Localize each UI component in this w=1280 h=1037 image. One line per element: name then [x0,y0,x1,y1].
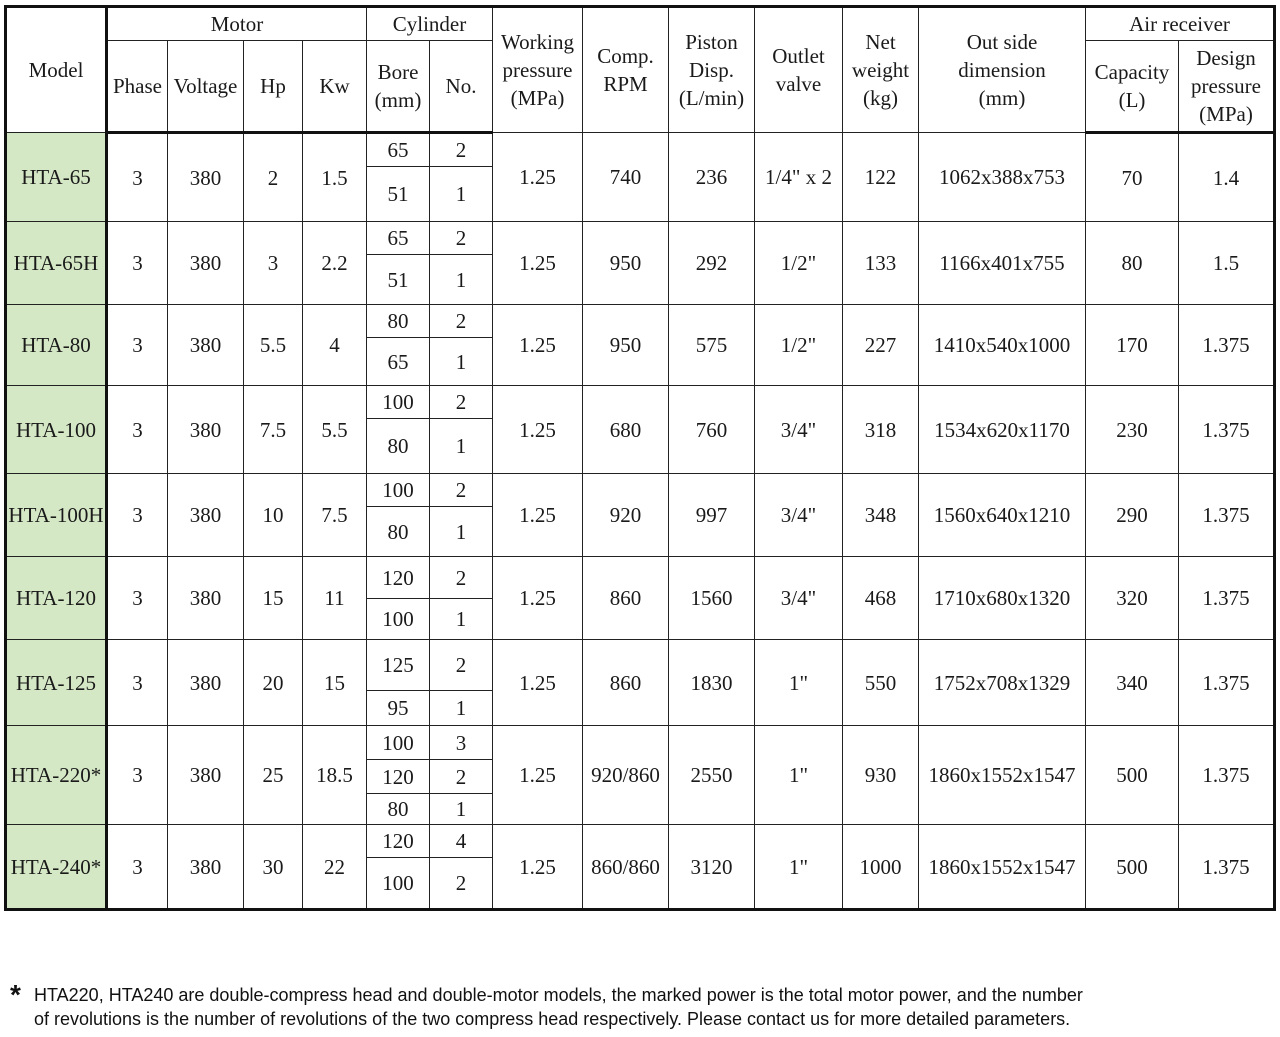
phase-cell: 3 [107,825,168,910]
kw-cell: 2.2 [303,222,367,305]
cylinder-no-cell: 2 [430,858,493,910]
net-weight-cell: 1000 [843,825,919,910]
cylinder-no-cell: 2 [430,557,493,599]
bore-cell: 95 [367,691,430,726]
outlet-valve-cell: 1/2" [755,305,843,386]
table-row [6,726,1275,760]
working-pressure-cell: 1.25 [493,305,583,386]
kw-cell: 4 [303,305,367,386]
model-cell: HTA-100 [6,386,107,474]
dimension-cell: 1410x540x1000 [919,305,1086,386]
bore-cell: 80 [367,305,430,338]
design-pressure-cell: 1.375 [1179,386,1275,474]
phase-cell: 3 [107,726,168,825]
comp-rpm-cell: 860 [583,640,669,726]
comp-rpm-cell: 950 [583,305,669,386]
comp-rpm-header: Comp. RPM [583,7,669,133]
table-row [6,557,1275,599]
working-pressure-cell: 1.25 [493,133,583,222]
design-pressure-cell: 1.375 [1179,640,1275,726]
capacity-cell: 230 [1086,386,1179,474]
piston-disp-header: Piston Disp. (L/min) [669,7,755,133]
capacity-cell: 320 [1086,557,1179,640]
cylinder-no-cell: 1 [430,255,493,305]
working-pressure-cell: 1.25 [493,640,583,726]
dimension-cell: 1860x1552x1547 [919,726,1086,825]
footnote [10,979,1272,1031]
net-weight-cell: 122 [843,133,919,222]
outlet-valve-cell: 1/2" [755,222,843,305]
no-header: No. [430,41,493,133]
model-cell: HTA-100H [6,474,107,557]
model-cell: HTA-120 [6,557,107,640]
dimension-cell: 1166x401x755 [919,222,1086,305]
hp-cell: 5.5 [244,305,303,386]
hp-cell: 3 [244,222,303,305]
capacity-cell: 290 [1086,474,1179,557]
table-body [6,133,1275,910]
cylinder-no-cell: 4 [430,825,493,858]
cylinder-no-cell: 3 [430,726,493,760]
working-pressure-cell: 1.25 [493,726,583,825]
piston-disp-cell: 997 [669,474,755,557]
voltage-cell: 380 [168,726,244,825]
air-receiver-header: Air receiver [1086,7,1275,41]
piston-disp-cell: 3120 [669,825,755,910]
working-pressure-cell: 1.25 [493,474,583,557]
bore-cell: 51 [367,255,430,305]
outlet-valve-cell: 1" [755,726,843,825]
net-weight-header: Net weight (kg) [843,7,919,133]
cylinder-no-cell: 1 [430,599,493,640]
working-pressure-cell: 1.25 [493,222,583,305]
hp-cell: 20 [244,640,303,726]
comp-rpm-cell: 680 [583,386,669,474]
cylinder-no-cell: 1 [430,338,493,386]
bore-header: Bore (mm) [367,41,430,133]
net-weight-cell: 930 [843,726,919,825]
phase-cell: 3 [107,557,168,640]
capacity-cell: 70 [1086,133,1179,222]
dimension-cell: 1560x640x1210 [919,474,1086,557]
kw-cell: 5.5 [303,386,367,474]
cylinder-no-cell: 2 [430,386,493,419]
capacity-cell: 170 [1086,305,1179,386]
voltage-cell: 380 [168,557,244,640]
cylinder-no-cell: 2 [430,474,493,507]
bore-cell: 65 [367,133,430,167]
piston-disp-cell: 236 [669,133,755,222]
capacity-cell: 500 [1086,825,1179,910]
cylinder-no-cell: 1 [430,794,493,825]
piston-disp-cell: 760 [669,386,755,474]
design-pressure-cell: 1.375 [1179,305,1275,386]
bore-cell: 100 [367,726,430,760]
bore-cell: 80 [367,794,430,825]
net-weight-cell: 550 [843,640,919,726]
piston-disp-cell: 292 [669,222,755,305]
working-pressure-header: Working pressure (MPa) [493,7,583,133]
motor-header: Motor [107,7,367,41]
kw-cell: 18.5 [303,726,367,825]
cylinder-no-cell: 2 [430,760,493,794]
hp-cell: 30 [244,825,303,910]
bore-cell: 100 [367,474,430,507]
kw-cell: 11 [303,557,367,640]
dimension-cell: 1062x388x753 [919,133,1086,222]
design-pressure-cell: 1.375 [1179,825,1275,910]
kw-cell: 1.5 [303,133,367,222]
cylinder-no-cell: 2 [430,133,493,167]
comp-rpm-cell: 920 [583,474,669,557]
comp-rpm-cell: 920/860 [583,726,669,825]
outlet-valve-cell: 3/4" [755,557,843,640]
hp-header: Hp [244,41,303,133]
kw-header: Kw [303,41,367,133]
hp-cell: 10 [244,474,303,557]
kw-cell: 7.5 [303,474,367,557]
design-pressure-cell: 1.5 [1179,222,1275,305]
model-cell: HTA-65 [6,133,107,222]
phase-cell: 3 [107,474,168,557]
header-row-top [6,7,1275,41]
cylinder-no-cell: 2 [430,640,493,691]
phase-cell: 3 [107,640,168,726]
capacity-cell: 500 [1086,726,1179,825]
model-header: Model [6,7,107,133]
spec-table [4,5,1276,911]
voltage-header: Voltage [168,41,244,133]
cylinder-no-cell: 2 [430,222,493,255]
cylinder-no-cell: 1 [430,419,493,474]
comp-rpm-cell: 860 [583,557,669,640]
net-weight-cell: 318 [843,386,919,474]
phase-cell: 3 [107,386,168,474]
voltage-cell: 380 [168,305,244,386]
net-weight-cell: 348 [843,474,919,557]
phase-cell: 3 [107,222,168,305]
table-row [6,474,1275,507]
outlet-valve-cell: 1" [755,640,843,726]
voltage-cell: 380 [168,222,244,305]
model-cell: HTA-65H [6,222,107,305]
phase-header: Phase [107,41,168,133]
working-pressure-cell: 1.25 [493,825,583,910]
model-cell: HTA-125 [6,640,107,726]
bore-cell: 100 [367,386,430,419]
comp-rpm-cell: 740 [583,133,669,222]
outlet-valve-header: Outlet valve [755,7,843,133]
table-row [6,222,1275,255]
working-pressure-cell: 1.25 [493,386,583,474]
dimension-cell: 1534x620x1170 [919,386,1086,474]
bore-cell: 125 [367,640,430,691]
dimension-cell: 1710x680x1320 [919,557,1086,640]
hp-cell: 7.5 [244,386,303,474]
dimension-cell: 1752x708x1329 [919,640,1086,726]
bore-cell: 80 [367,419,430,474]
outlet-valve-cell: 1/4" x 2 [755,133,843,222]
table-row [6,386,1275,419]
phase-cell: 3 [107,133,168,222]
hp-cell: 25 [244,726,303,825]
capacity-header: Capacity (L) [1086,41,1179,133]
bore-cell: 120 [367,760,430,794]
capacity-cell: 340 [1086,640,1179,726]
voltage-cell: 380 [168,386,244,474]
design-pressure-cell: 1.375 [1179,474,1275,557]
design-pressure-cell: 1.375 [1179,557,1275,640]
cylinder-no-cell: 1 [430,691,493,726]
piston-disp-cell: 575 [669,305,755,386]
net-weight-cell: 133 [843,222,919,305]
kw-cell: 22 [303,825,367,910]
asterisk-icon: * [10,979,21,1010]
model-cell: HTA-220* [6,726,107,825]
comp-rpm-cell: 860/860 [583,825,669,910]
net-weight-cell: 468 [843,557,919,640]
bore-cell: 120 [367,825,430,858]
cylinder-no-cell: 1 [430,167,493,222]
piston-disp-cell: 1560 [669,557,755,640]
working-pressure-cell: 1.25 [493,557,583,640]
cylinder-no-cell: 2 [430,305,493,338]
hp-cell: 2 [244,133,303,222]
table-row [6,305,1275,338]
piston-disp-cell: 1830 [669,640,755,726]
outlet-valve-cell: 3/4" [755,474,843,557]
bore-cell: 100 [367,599,430,640]
phase-cell: 3 [107,305,168,386]
voltage-cell: 380 [168,133,244,222]
footnote-text: HTA220, HTA240 are double-compress head and double-motor models, the marked power is the total motor power, and the number of revolutions is the number of revolutions of the two compress head respectively. Please contact us for more detailed parameters. [34,985,1083,1029]
capacity-cell: 80 [1086,222,1179,305]
outlet-valve-cell: 3/4" [755,386,843,474]
bore-cell: 51 [367,167,430,222]
model-cell: HTA-80 [6,305,107,386]
kw-cell: 15 [303,640,367,726]
bore-cell: 65 [367,338,430,386]
model-cell: HTA-240* [6,825,107,910]
hp-cell: 15 [244,557,303,640]
cylinder-no-cell: 1 [430,507,493,557]
bore-cell: 80 [367,507,430,557]
bore-cell: 100 [367,858,430,910]
voltage-cell: 380 [168,640,244,726]
cylinder-header: Cylinder [367,7,493,41]
dimension-cell: 1860x1552x1547 [919,825,1086,910]
net-weight-cell: 227 [843,305,919,386]
outlet-valve-cell: 1" [755,825,843,910]
piston-disp-cell: 2550 [669,726,755,825]
table-row [6,825,1275,858]
table-row [6,133,1275,167]
outside-dimension-header: Out side dimension (mm) [919,7,1086,133]
table-row [6,640,1275,691]
design-pressure-cell: 1.375 [1179,726,1275,825]
voltage-cell: 380 [168,825,244,910]
voltage-cell: 380 [168,474,244,557]
comp-rpm-cell: 950 [583,222,669,305]
design-pressure-header: Design pressure (MPa) [1179,41,1275,133]
bore-cell: 120 [367,557,430,599]
design-pressure-cell: 1.4 [1179,133,1275,222]
bore-cell: 65 [367,222,430,255]
